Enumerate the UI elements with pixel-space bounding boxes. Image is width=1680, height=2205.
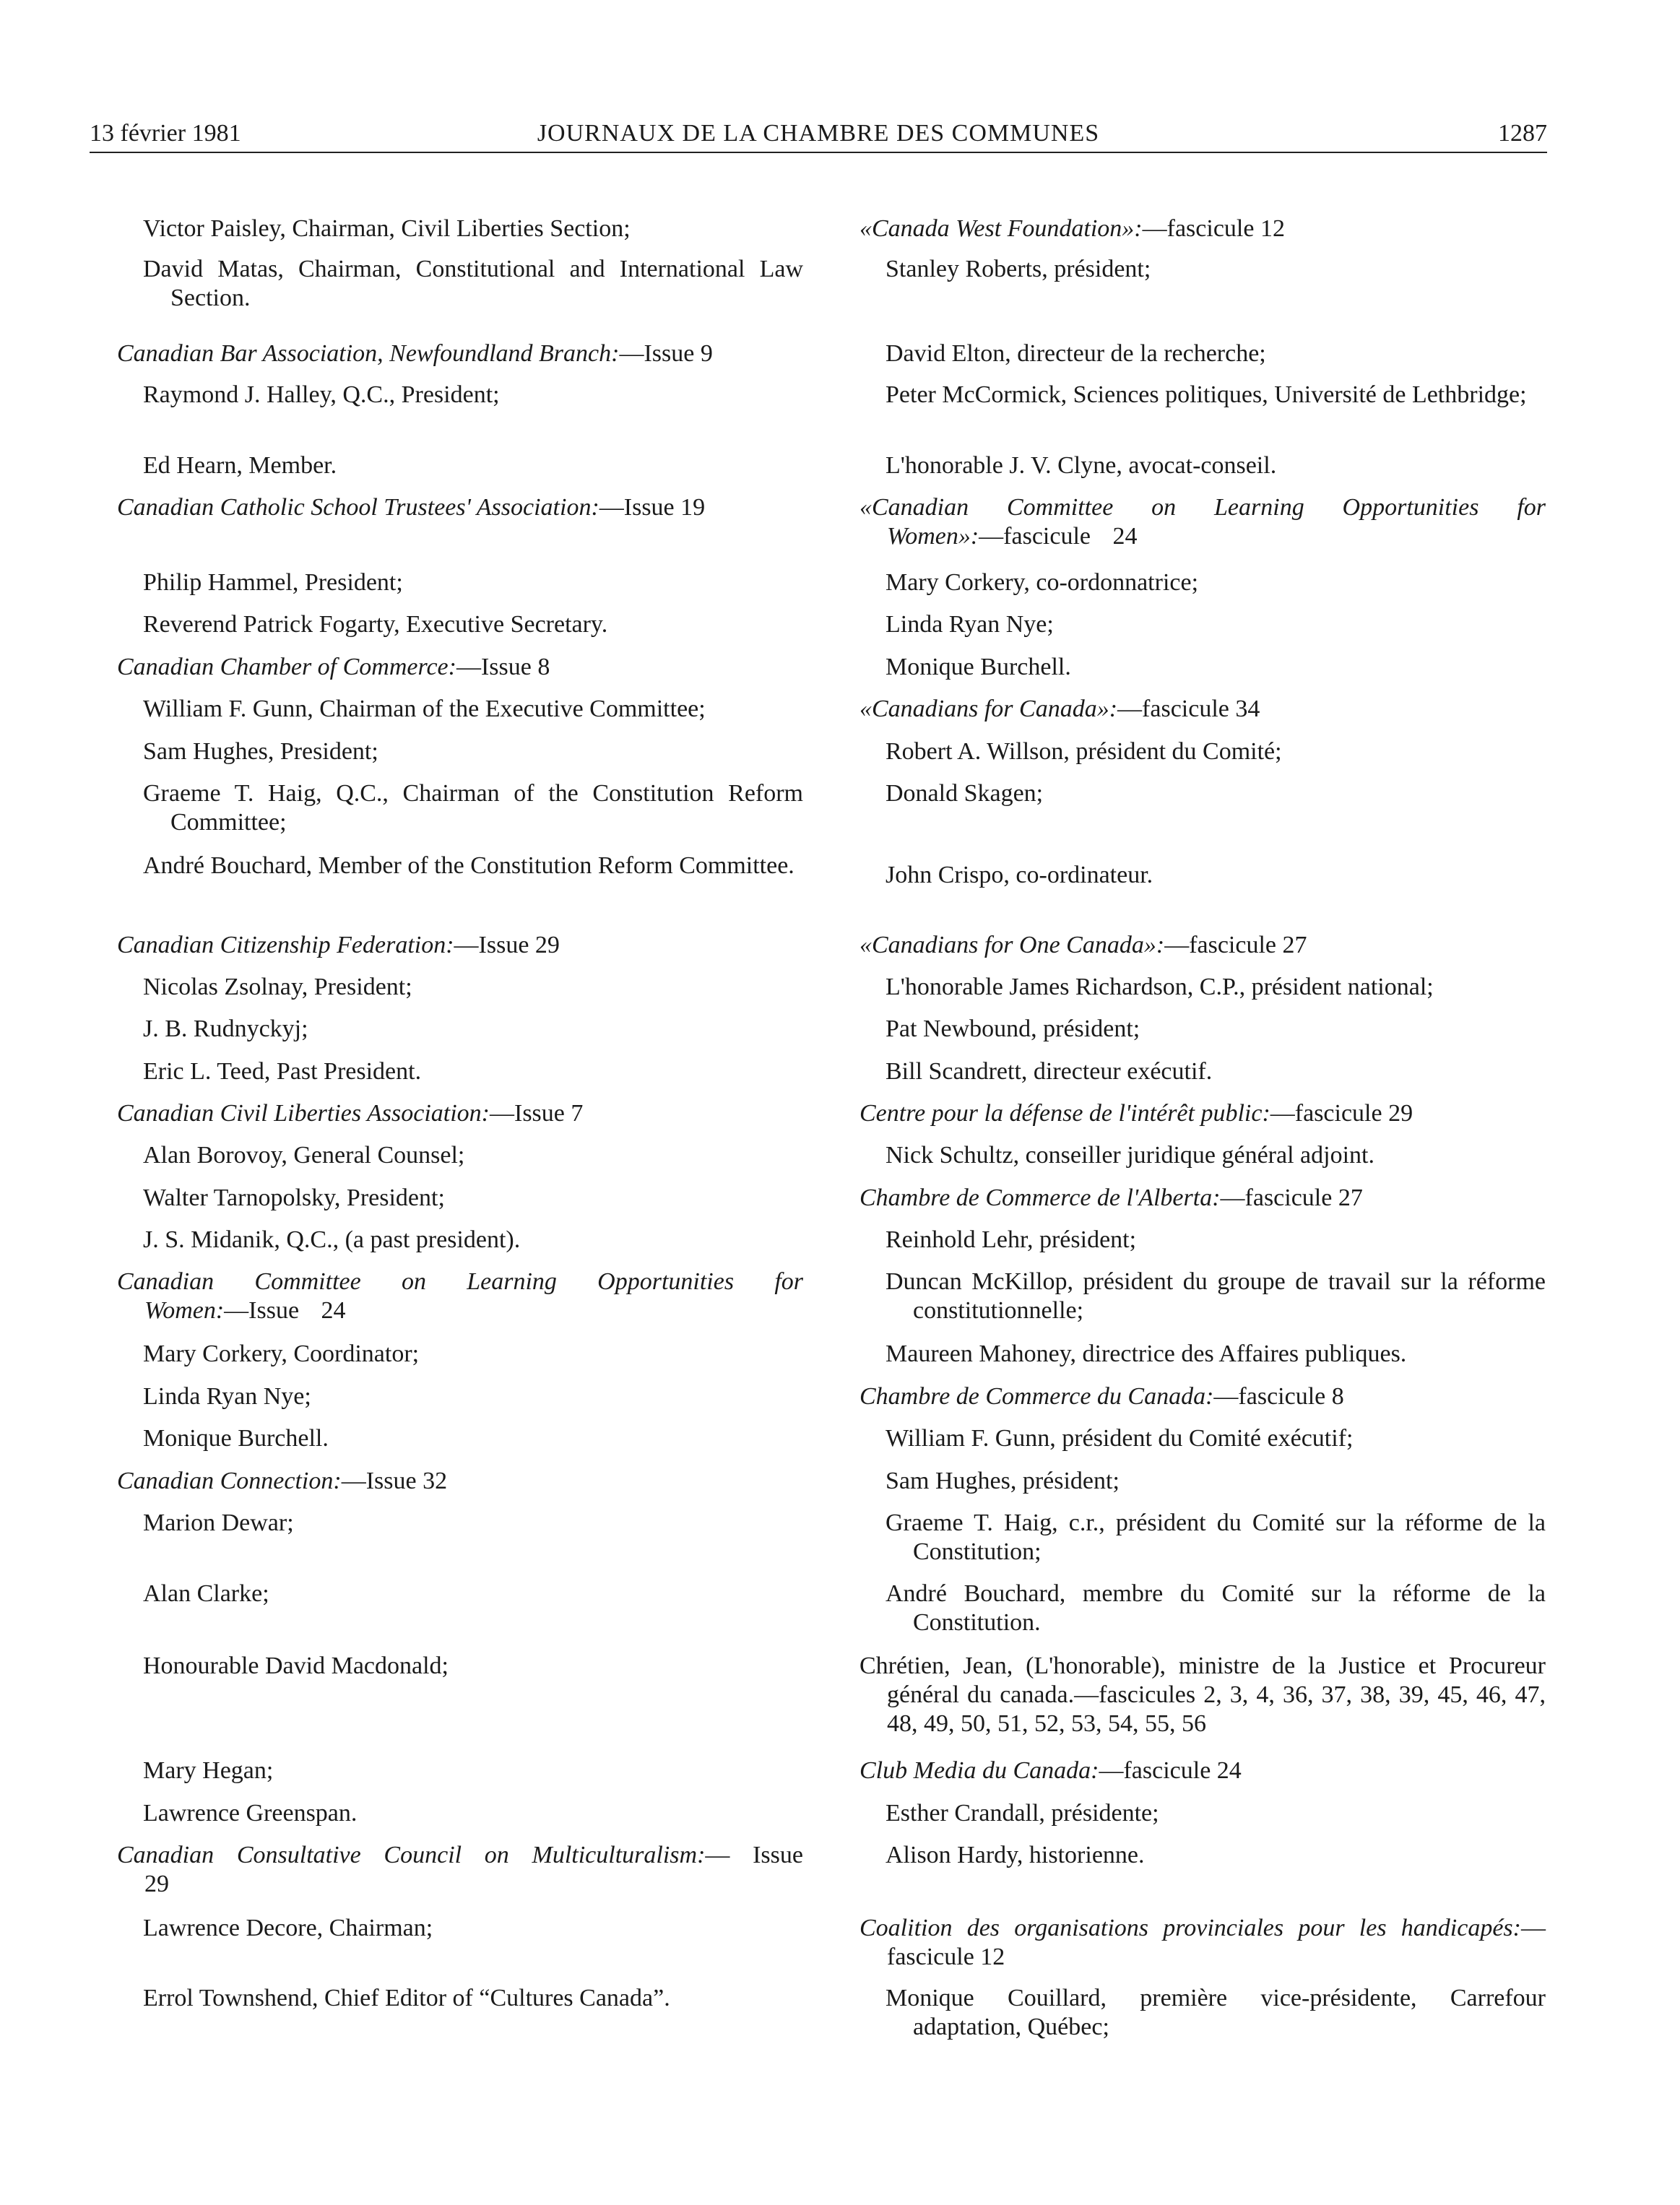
entry-person: Monique Burchell. [143, 1425, 329, 1452]
entry-person: Monique Couillard, première vice-présidente, Carrefour adaptation, Québec; [886, 1985, 1546, 2040]
entry-organization [117, 1268, 803, 1325]
organization-name: Canadian Committee on Learning Opportunities for Women: [117, 1268, 803, 1324]
issue-reference: —Issue 19 [599, 494, 706, 521]
header-rule [90, 152, 1547, 153]
entry-person: Alan Clarke; [143, 1580, 269, 1607]
entry-organization [117, 653, 803, 682]
entry-person: Nick Schultz, conseiller juridique général adjoint. [886, 1142, 1374, 1169]
entry-person: Alan Borovoy, General Counsel; [143, 1142, 465, 1169]
entry-organization [860, 493, 1546, 551]
entry-organization [117, 1467, 803, 1496]
organization-name: Canadian Consultative Council on Multiculturalism: [117, 1842, 706, 1868]
organization-name: Club Media du Canada: [860, 1757, 1099, 1784]
header-title: JOURNAUX DE LA CHAMBRE DES COMMUNES [537, 120, 1100, 147]
entry-person: David Elton, directeur de la recherche; [886, 340, 1266, 367]
entry-person: Graeme T. Haig, c.r., président du Comité sur la réforme de la Constitution; [886, 1509, 1546, 1565]
issue-reference: —fascicule 12 [1142, 215, 1285, 242]
issue-reference: —fascicule 27 [1164, 932, 1307, 958]
entry-person: L'honorable J. V. Clyne, avocat-conseil. [886, 452, 1277, 479]
organization-name: «Canadian Committee on Learning Opportunities for Women»: [860, 494, 1546, 550]
entry-organization [860, 215, 1546, 243]
entry-person: Robert A. Willson, président du Comité; [886, 738, 1282, 765]
issue-reference: —Issue 24 [224, 1297, 346, 1324]
entry-person: Mary Corkery, co-ordonnatrice; [886, 569, 1199, 596]
issue-reference: —Issue 32 [341, 1468, 448, 1494]
entry-person: J. S. Midanik, Q.C., (a past president). [143, 1226, 521, 1253]
organization-name: «Canadians for One Canada»: [860, 932, 1165, 958]
organization-name: «Canadians for Canada»: [860, 696, 1118, 722]
entry-person: Alison Hardy, historienne. [886, 1842, 1145, 1868]
organization-name: Canadian Chamber of Commerce: [117, 654, 456, 680]
entry-person: Donald Skagen; [886, 780, 1044, 807]
entry-person: Reinhold Lehr, président; [886, 1226, 1137, 1253]
entry-organization [117, 1099, 803, 1128]
entry-person: John Crispo, co-ordinateur. [886, 862, 1153, 888]
issue-reference: —Issue 29 [454, 932, 560, 958]
entry-person: Esther Crandall, présidente; [886, 1800, 1159, 1827]
entry-person: Raymond J. Halley, Q.C., President; [143, 381, 500, 408]
issue-reference: — Issue 29 [144, 1842, 803, 1897]
entry-minister: Chrétien, Jean, (L'honorable), ministre de la Justice et Procureur général du canada.—fascicules 2, 3, 4, 36, 37, 38, 39, 45, 46, 47, 48, 49, 50, 51, 52, 53, 54, 55, 56 [860, 1652, 1546, 1737]
entry-organization [860, 1914, 1546, 1972]
entry-person: Mary Hegan; [143, 1757, 274, 1784]
entry-person: Stanley Roberts, président; [886, 256, 1151, 282]
entry-organization [117, 931, 803, 960]
entry-person: Lawrence Decore, Chairman; [143, 1915, 433, 1941]
issue-reference: —fascicule 29 [1270, 1100, 1413, 1127]
organization-name: «Canada West Foundation»: [860, 215, 1143, 242]
entry-organization [860, 1099, 1546, 1128]
issue-reference: —fascicule 12 [887, 1915, 1546, 1970]
entry-organization [117, 493, 803, 522]
entry-organization [860, 695, 1546, 724]
organization-name: Canadian Bar Association, Newfoundland Branch: [117, 340, 620, 367]
entry-person: Reverend Patrick Fogarty, Executive Secretary. [143, 611, 608, 638]
entry-person: J. B. Rudnyckyj; [143, 1015, 308, 1042]
organization-name: Canadian Catholic School Trustees' Association: [117, 494, 599, 521]
issue-reference: —fascicule 24 [1099, 1757, 1242, 1784]
entry-person: Lawrence Greenspan. [143, 1800, 358, 1827]
entry-person: L'honorable James Richardson, C.P., président national; [886, 974, 1434, 1000]
entry-person: Monique Burchell. [886, 654, 1071, 680]
issue-reference: —fascicule 8 [1213, 1383, 1344, 1410]
entry-person: Walter Tarnopolsky, President; [143, 1184, 445, 1211]
entry-person: Linda Ryan Nye; [143, 1383, 311, 1410]
entry-person: William F. Gunn, Chairman of the Executive Committee; [143, 696, 706, 722]
entry-person: Graeme T. Haig, Q.C., Chairman of the Constitution Reform Committee; [143, 780, 803, 836]
entry-person: Eric L. Teed, Past President. [143, 1058, 422, 1085]
entry-person: André Bouchard, membre du Comité sur la réforme de la Constitution. [886, 1580, 1546, 1636]
entry-person: Nicolas Zsolnay, President; [143, 974, 412, 1000]
entry-person: Peter McCormick, Sciences politiques, Université de Lethbridge; [886, 381, 1527, 408]
entry-organization [860, 1756, 1546, 1785]
entry-person: Honourable David Macdonald; [143, 1652, 449, 1679]
entry-organization [860, 1184, 1546, 1213]
entry-person: Linda Ryan Nye; [886, 611, 1054, 638]
issue-reference: —fascicule 24 [979, 523, 1138, 550]
issue-reference: —Issue 7 [490, 1100, 584, 1127]
issue-reference: —Issue 9 [619, 340, 713, 367]
entry-person: Victor Paisley, Chairman, Civil Liberties Section; [143, 215, 631, 242]
organization-name: Chambre de Commerce du Canada: [860, 1383, 1214, 1410]
entry-person: Duncan McKillop, président du groupe de travail sur la réforme constitutionnelle; [886, 1268, 1546, 1324]
entry-person: Sam Hughes, President; [143, 738, 378, 765]
page-header [90, 116, 1547, 152]
entry-person: Pat Newbound, président; [886, 1015, 1140, 1042]
entry-person: Sam Hughes, président; [886, 1468, 1120, 1494]
entry-person: Errol Townshend, Chief Editor of “Cultures Canada”. [143, 1985, 670, 2011]
entry-person: André Bouchard, Member of the Constitution Reform Committee. [143, 852, 794, 879]
organization-name: Centre pour la défense de l'intérêt public: [860, 1100, 1270, 1127]
organization-name: Canadian Civil Liberties Association: [117, 1100, 490, 1127]
header-date: 13 février 1981 [90, 120, 241, 147]
entry-organization [117, 339, 803, 368]
entry-person: Philip Hammel, President; [143, 569, 403, 596]
entry-person: Maureen Mahoney, directrice des Affaires publiques. [886, 1340, 1407, 1367]
entry-person: Mary Corkery, Coordinator; [143, 1340, 420, 1367]
issue-reference: —fascicule 27 [1220, 1184, 1363, 1211]
organization-name: Chambre de Commerce de l'Alberta: [860, 1184, 1221, 1211]
entry-organization [860, 1382, 1546, 1411]
entry-person: Ed Hearn, Member. [143, 452, 337, 479]
entry-person: Marion Dewar; [143, 1509, 294, 1536]
entry-organization [860, 931, 1546, 960]
organization-name: Canadian Connection: [117, 1468, 342, 1494]
issue-reference: —Issue 8 [456, 654, 550, 680]
entry-person: David Matas, Chairman, Constitutional and International Law Section. [143, 256, 803, 311]
entry-person: William F. Gunn, président du Comité exécutif; [886, 1425, 1354, 1452]
organization-name: Canadian Citizenship Federation: [117, 932, 454, 958]
issue-reference: —fascicule 34 [1117, 696, 1260, 722]
page-number: 1287 [1498, 120, 1547, 147]
entry-organization [117, 1841, 803, 1899]
organization-name: Coalition des organisations provinciales pour les handicapés: [860, 1915, 1521, 1941]
entry-person: Bill Scandrett, directeur exécutif. [886, 1058, 1213, 1085]
